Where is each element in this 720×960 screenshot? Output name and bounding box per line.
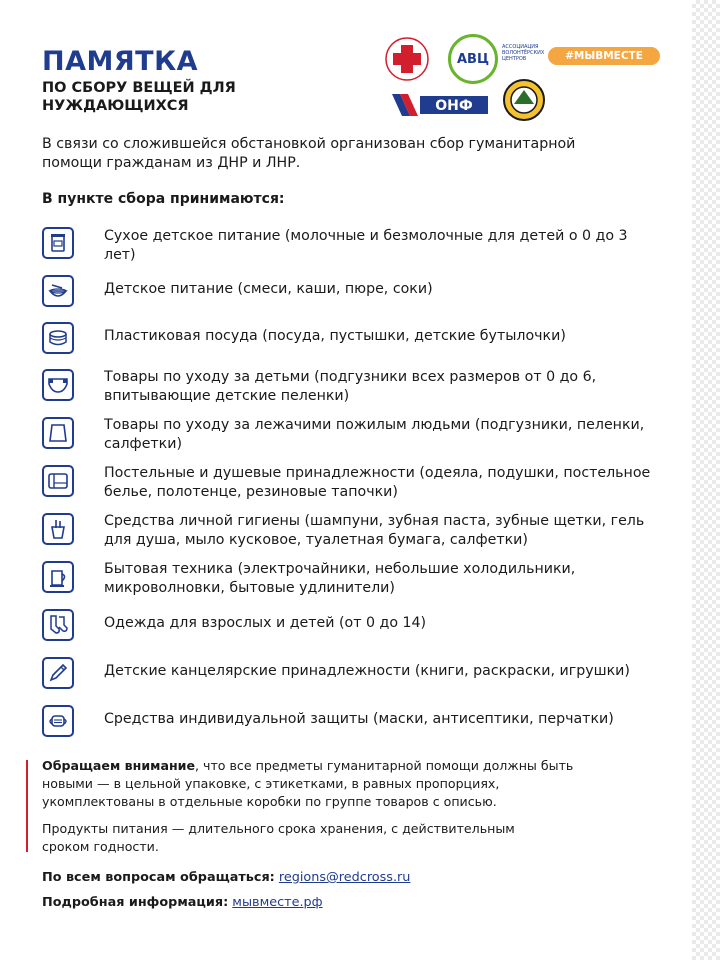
info-label: Подробная информация: bbox=[42, 895, 229, 910]
hashtag-badge: #МЫВМЕСТЕ bbox=[548, 47, 660, 65]
towel-icon bbox=[42, 465, 74, 497]
item-text: Постельные и душевые принадлежности (одеяла, подушки, постельное белье, полотенце, резиновые тапочки) bbox=[104, 465, 651, 500]
food-note: Продукты питания — длительного срока хранения, с действительным сроком годности. bbox=[42, 821, 515, 854]
item-text: Бытовая техника (электрочайники, небольшие холодильники, микроволновки, бытовые удлинители) bbox=[104, 561, 576, 596]
list-item bbox=[42, 415, 662, 455]
item-text: Одежда для взрослых и детей (от 0 до 14) bbox=[104, 615, 427, 631]
item-text: Пластиковая посуда (посуда, пустышки, детские бутылочки) bbox=[104, 328, 566, 344]
notice-paragraph bbox=[42, 757, 582, 811]
emblem-logo bbox=[500, 78, 548, 122]
item-text: Товары по уходу за лежачими пожилым людьми (подгузники, пеленки, салфетки) bbox=[104, 417, 645, 452]
list-item bbox=[42, 367, 662, 407]
list-item bbox=[42, 225, 662, 265]
pad-icon bbox=[42, 417, 74, 449]
kettle-icon bbox=[42, 561, 74, 593]
partner-logos bbox=[384, 34, 674, 124]
decorative-pattern-strip bbox=[692, 0, 720, 960]
list-item bbox=[42, 463, 662, 503]
list-item bbox=[42, 273, 662, 313]
section-heading: В пункте сбора принимаются: bbox=[42, 191, 285, 207]
item-text: Средства индивидуальной защиты (маски, антисептики, перчатки) bbox=[104, 711, 614, 727]
contact-questions bbox=[42, 870, 410, 885]
item-text: Сухое детское питание (молочные и безмолочные для детей о 0 до 3 лет) bbox=[104, 228, 628, 263]
red-cross-logo bbox=[384, 36, 430, 82]
page-title: ПАМЯТКА bbox=[42, 46, 199, 77]
baby-food-jar-icon bbox=[42, 227, 74, 259]
diaper-icon bbox=[42, 369, 74, 401]
item-text: Детское питание (смеси, каши, пюре, соки) bbox=[104, 281, 433, 297]
item-text: Детские канцелярские принадлежности (книги, раскраски, игрушки) bbox=[104, 663, 630, 679]
bowl-icon bbox=[42, 275, 74, 307]
list-item bbox=[42, 511, 662, 551]
toothbrush-cup-icon bbox=[42, 513, 74, 545]
onf-logo bbox=[390, 92, 490, 118]
list-item bbox=[42, 559, 662, 599]
mask-icon bbox=[42, 705, 74, 737]
plates-icon bbox=[42, 322, 74, 354]
website-link[interactable]: мывместе.рф bbox=[232, 895, 323, 910]
avc-caption: АССОЦИАЦИЯ ВОЛОНТЁРСКИХ ЦЕНТРОВ bbox=[502, 44, 545, 62]
page-subtitle: ПО СБОРУ ВЕЩЕЙ ДЛЯ НУЖДАЮЩИХСЯ bbox=[42, 80, 236, 114]
avc-logo-text: АВЦ bbox=[456, 51, 490, 67]
list-item bbox=[42, 607, 662, 647]
notice-bold: Обращаем внимание bbox=[42, 758, 196, 773]
contact-info bbox=[42, 895, 323, 910]
socks-icon bbox=[42, 609, 74, 641]
pencil-icon bbox=[42, 657, 74, 689]
svg-text:ОНФ: ОНФ bbox=[435, 98, 473, 114]
avc-logo bbox=[448, 34, 498, 84]
list-item bbox=[42, 703, 662, 743]
intro-paragraph: В связи со сложившейся обстановкой организован сбор гуманитарной помощи гражданам из ДНР и ЛНР. bbox=[42, 136, 576, 171]
list-item bbox=[42, 655, 662, 695]
item-text: Товары по уходу за детьми (подгузники всех размеров от 0 до 6, впитывающие детские пеленки) bbox=[104, 369, 597, 404]
item-text: Средства личной гигиены (шампуни, зубная паста, зубные щетки, гель для душа, мыло кусковое, туалетная бумага, салфетки) bbox=[104, 513, 645, 548]
notice-accent-bar bbox=[26, 760, 28, 852]
email-link[interactable]: regions@redcross.ru bbox=[278, 870, 411, 885]
list-item bbox=[42, 320, 662, 360]
notice-text: , что все предметы гуманитарной помощи должны быть новыми — в цельной упаковке, с этикетками, в равных пропорциях, укомплектованы в отдельные коробки по группе товаров с описью. bbox=[42, 758, 574, 809]
questions-label: По всем вопросам обращаться: bbox=[42, 870, 275, 885]
